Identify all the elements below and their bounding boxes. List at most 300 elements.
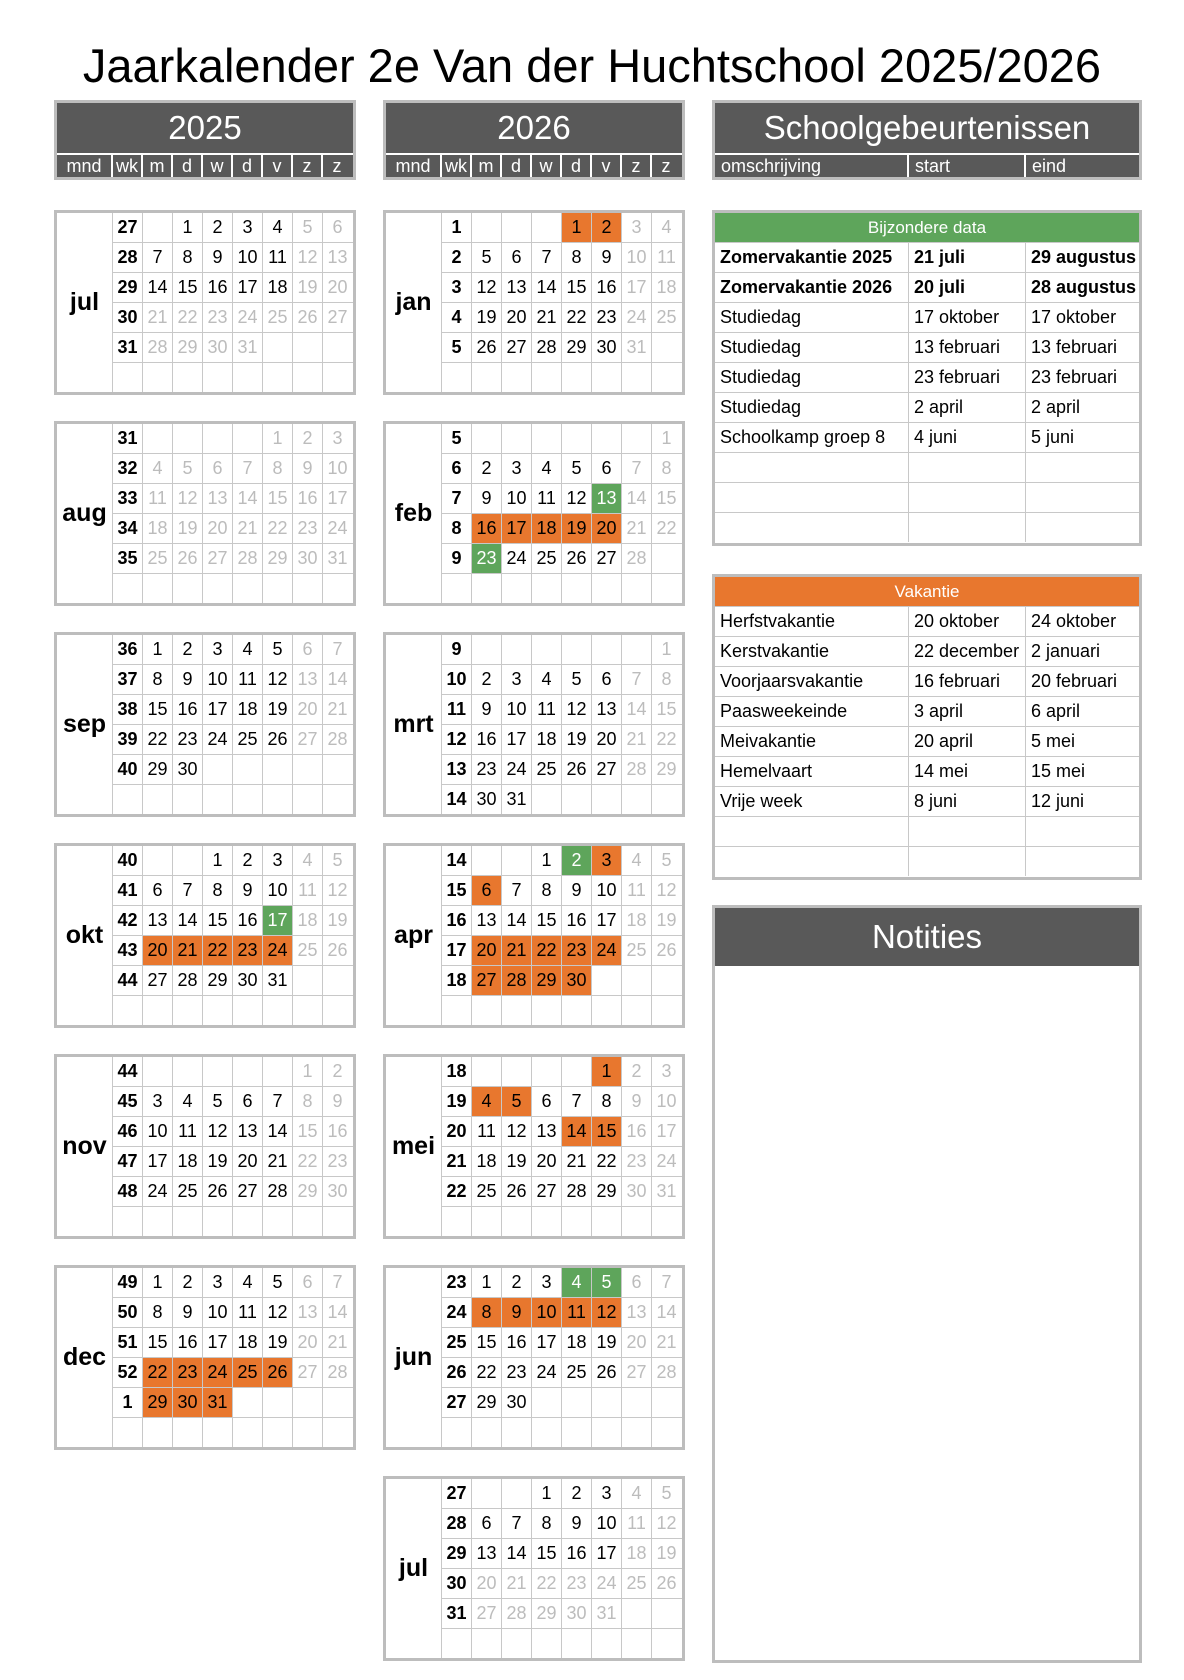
day-cell: 14 xyxy=(622,695,652,724)
day-cell xyxy=(143,1057,173,1086)
day-cell xyxy=(592,574,622,603)
event-description: Studiedag xyxy=(715,393,909,422)
day-cell: 2 xyxy=(502,1268,532,1297)
week-number: 6 xyxy=(442,454,472,483)
day-cell: 6 xyxy=(143,876,173,905)
day-cell: 25 xyxy=(532,755,562,784)
day-cell: 21 xyxy=(656,1332,677,1352)
week-row xyxy=(442,1629,682,1659)
day-cell xyxy=(502,1479,532,1508)
week-number: 44 xyxy=(113,1057,143,1086)
month-name: feb xyxy=(386,424,442,603)
day-cell: 6 xyxy=(293,1268,323,1297)
week-row xyxy=(442,1147,682,1177)
day-cell: 28 xyxy=(233,544,263,573)
col-header: z xyxy=(293,155,323,177)
week-row xyxy=(113,936,353,966)
day-cell: 6 xyxy=(622,1268,652,1297)
day-cell: 20 xyxy=(532,1147,562,1176)
day-cell xyxy=(622,1418,652,1447)
day-cell xyxy=(173,1057,203,1086)
week-number: 17 xyxy=(442,936,472,965)
week-row xyxy=(113,1207,353,1237)
day-cell: 16 xyxy=(233,906,263,935)
week-number xyxy=(113,1207,143,1236)
event-description xyxy=(715,847,909,876)
day-cell: 1 xyxy=(143,1268,173,1297)
day-cell: 23 xyxy=(472,755,502,784)
day-cell: 17 xyxy=(502,725,532,754)
week-row xyxy=(113,1268,353,1298)
event-end: 6 april xyxy=(1031,701,1081,721)
day-cell: 25 xyxy=(233,725,263,754)
week-row xyxy=(442,1298,682,1328)
day-cell xyxy=(592,1207,622,1236)
day-cell xyxy=(263,1057,293,1086)
day-cell: 17 xyxy=(592,906,622,935)
week-row xyxy=(442,695,682,725)
day-cell: 23 xyxy=(173,725,203,754)
event-row xyxy=(715,393,1139,423)
week-number: 13 xyxy=(442,755,472,784)
day-cell: 21 xyxy=(622,725,652,754)
week-row xyxy=(113,303,353,333)
event-start xyxy=(909,513,1026,542)
week-number: 5 xyxy=(442,424,472,453)
day-cell: 7 xyxy=(661,1272,672,1292)
week-number: 18 xyxy=(442,1057,472,1086)
day-cell xyxy=(562,1418,592,1447)
notes-title: Notities xyxy=(715,908,1139,966)
day-cell xyxy=(502,424,532,453)
day-cell xyxy=(143,363,173,392)
day-cell xyxy=(203,1207,233,1236)
day-cell: 18 xyxy=(173,1147,203,1176)
day-cell: 19 xyxy=(592,1328,622,1357)
day-cell: 5 xyxy=(502,1087,532,1116)
event-description xyxy=(715,483,909,512)
event-start: 20 oktober xyxy=(909,607,1026,636)
day-cell: 2 xyxy=(173,635,203,664)
day-cell: 7 xyxy=(263,1087,293,1116)
week-row xyxy=(113,876,353,906)
week-row xyxy=(113,213,353,243)
day-cell: 12 xyxy=(656,880,677,900)
day-cell: 5 xyxy=(203,1087,233,1116)
event-start: 13 februari xyxy=(909,333,1026,362)
day-cell: 31 xyxy=(622,333,652,362)
day-cell: 29 xyxy=(592,1177,622,1206)
day-cell xyxy=(233,424,263,453)
week-number: 19 xyxy=(442,1087,472,1116)
col-start: start xyxy=(909,155,1026,177)
day-cell xyxy=(622,966,652,995)
week-row xyxy=(442,213,682,243)
day-cell: 29 xyxy=(472,1388,502,1417)
week-row xyxy=(113,514,353,544)
day-cell: 4 xyxy=(143,454,173,483)
event-start: 20 april xyxy=(909,727,1026,756)
day-cell: 4 xyxy=(622,1479,652,1508)
day-cell: 24 xyxy=(327,518,348,538)
day-cell xyxy=(652,1207,681,1236)
day-cell: 9 xyxy=(502,1298,532,1327)
day-cell: 30 xyxy=(502,1388,532,1417)
month-name: apr xyxy=(386,846,442,1025)
day-cell: 5 xyxy=(562,454,592,483)
day-cell xyxy=(592,635,622,664)
day-cell xyxy=(203,1057,233,1086)
day-cell: 10 xyxy=(502,484,532,513)
week-row xyxy=(442,333,682,363)
day-cell: 6 xyxy=(233,1087,263,1116)
day-cell: 25 xyxy=(173,1177,203,1206)
day-cell xyxy=(323,755,352,784)
day-cell: 11 xyxy=(532,484,562,513)
event-row xyxy=(715,787,1139,817)
day-cell: 9 xyxy=(293,454,323,483)
event-end: 20 februari xyxy=(1031,671,1118,691)
day-cell: 11 xyxy=(562,1298,592,1327)
day-cell: 31 xyxy=(502,785,532,814)
week-number xyxy=(113,1418,143,1447)
week-number: 35 xyxy=(113,544,143,573)
day-cell: 14 xyxy=(656,1302,677,1322)
day-cell: 9 xyxy=(472,484,502,513)
week-row xyxy=(442,273,682,303)
header-2025 xyxy=(54,100,356,180)
day-cell: 15 xyxy=(293,1117,323,1146)
event-end: 23 februari xyxy=(1031,367,1118,387)
day-cell: 12 xyxy=(327,880,348,900)
day-cell: 2 xyxy=(592,213,622,242)
day-cell: 6 xyxy=(502,243,532,272)
day-cell xyxy=(622,1388,652,1417)
day-cell: 18 xyxy=(293,906,323,935)
week-row xyxy=(113,1117,353,1147)
event-start xyxy=(909,483,1026,512)
day-cell: 11 xyxy=(622,1509,652,1538)
day-cell: 24 xyxy=(592,1569,622,1598)
day-cell: 25 xyxy=(656,307,677,327)
day-cell: 25 xyxy=(562,1358,592,1387)
day-cell: 7 xyxy=(173,876,203,905)
week-row xyxy=(442,1539,682,1569)
day-cell: 13 xyxy=(203,484,233,513)
week-number: 49 xyxy=(113,1268,143,1297)
day-cell xyxy=(532,785,562,814)
week-number: 40 xyxy=(113,755,143,784)
day-cell: 30 xyxy=(592,333,622,362)
day-cell: 18 xyxy=(562,1328,592,1357)
event-start: 3 april xyxy=(909,697,1026,726)
day-cell xyxy=(502,1629,532,1658)
event-start: 22 december xyxy=(909,637,1026,666)
day-cell: 22 xyxy=(562,303,592,332)
week-row xyxy=(442,785,682,815)
day-cell xyxy=(293,1388,323,1417)
day-cell xyxy=(472,1418,502,1447)
day-cell: 15 xyxy=(532,1539,562,1568)
day-cell: 13 xyxy=(293,1298,323,1327)
col-header: z xyxy=(332,156,342,176)
week-row xyxy=(442,996,682,1026)
week-row xyxy=(113,544,353,574)
vakantie-title: Vakantie xyxy=(715,577,1139,607)
day-cell: 22 xyxy=(472,1358,502,1387)
day-cell: 21 xyxy=(143,303,173,332)
week-number: 40 xyxy=(113,846,143,875)
day-cell xyxy=(472,846,502,875)
day-cell xyxy=(233,363,263,392)
day-cell: 4 xyxy=(532,665,562,694)
week-number: 37 xyxy=(113,665,143,694)
day-cell: 17 xyxy=(143,1147,173,1176)
day-cell xyxy=(592,424,622,453)
day-cell: 27 xyxy=(293,725,323,754)
day-cell: 28 xyxy=(562,1177,592,1206)
day-cell: 16 xyxy=(293,484,323,513)
day-cell: 1 xyxy=(263,424,293,453)
event-start: 20 juli xyxy=(909,273,1026,302)
week-number: 21 xyxy=(442,1147,472,1176)
day-cell: 13 xyxy=(293,665,323,694)
day-cell: 3 xyxy=(233,213,263,242)
week-row xyxy=(442,514,682,544)
week-row xyxy=(442,846,682,876)
week-number: 27 xyxy=(442,1479,472,1508)
day-cell xyxy=(472,213,502,242)
day-cell: 17 xyxy=(532,1328,562,1357)
week-row xyxy=(442,1358,682,1388)
event-end: 5 juni xyxy=(1031,427,1075,447)
event-row xyxy=(715,757,1139,787)
day-cell xyxy=(472,1479,502,1508)
day-cell: 10 xyxy=(592,1509,622,1538)
day-cell xyxy=(502,574,532,603)
event-start: 16 februari xyxy=(909,667,1026,696)
day-cell: 31 xyxy=(656,1181,677,1201)
day-cell: 21 xyxy=(502,936,532,965)
week-number: 24 xyxy=(442,1298,472,1327)
event-row xyxy=(715,727,1139,757)
day-cell xyxy=(263,1388,293,1417)
day-cell: 30 xyxy=(173,755,203,784)
day-cell: 7 xyxy=(233,454,263,483)
week-row xyxy=(113,635,353,665)
day-cell: 9 xyxy=(562,1509,592,1538)
day-cell xyxy=(233,1418,263,1447)
day-cell: 5 xyxy=(562,665,592,694)
day-cell: 27 xyxy=(622,1358,652,1387)
week-row xyxy=(442,876,682,906)
day-cell xyxy=(592,1418,622,1447)
month-block-dec xyxy=(54,1265,356,1450)
month-name: aug xyxy=(57,424,113,603)
day-cell xyxy=(293,755,323,784)
day-cell: 30 xyxy=(622,1177,652,1206)
day-cell: 30 xyxy=(203,333,233,362)
day-cell: 1 xyxy=(472,1268,502,1297)
day-cell: 21 xyxy=(233,514,263,543)
day-cell: 28 xyxy=(532,333,562,362)
day-cell: 27 xyxy=(592,544,622,573)
day-cell: 5 xyxy=(173,454,203,483)
week-row xyxy=(442,1388,682,1418)
week-row xyxy=(442,1599,682,1629)
event-end: 15 mei xyxy=(1031,761,1086,781)
day-cell: 15 xyxy=(472,1328,502,1357)
month-name: okt xyxy=(57,846,113,1025)
day-cell xyxy=(562,1057,592,1086)
day-cell: 4 xyxy=(622,846,652,875)
day-cell: 29 xyxy=(562,333,592,362)
day-cell: 31 xyxy=(327,548,348,568)
day-cell: 16 xyxy=(472,725,502,754)
day-cell: 13 xyxy=(472,1539,502,1568)
day-cell: 8 xyxy=(173,243,203,272)
day-cell: 30 xyxy=(562,1599,592,1628)
school-events-title: Schoolgebeurtenissen xyxy=(715,103,1139,153)
day-cell xyxy=(323,996,352,1025)
week-number: 30 xyxy=(442,1569,472,1598)
day-cell: 24 xyxy=(203,1358,233,1387)
day-cell xyxy=(323,574,352,603)
day-cell: 21 xyxy=(532,303,562,332)
day-cell: 7 xyxy=(502,1509,532,1538)
day-cell xyxy=(622,1629,652,1658)
week-row xyxy=(442,1418,682,1448)
day-cell: 30 xyxy=(327,1181,348,1201)
event-start: 14 mei xyxy=(909,757,1026,786)
day-cell: 15 xyxy=(143,1328,173,1357)
day-cell: 14 xyxy=(327,669,348,689)
week-row xyxy=(442,1057,682,1087)
day-cell: 2 xyxy=(622,1057,652,1086)
day-cell: 9 xyxy=(622,1087,652,1116)
event-start: 8 juni xyxy=(909,787,1026,816)
day-cell: 19 xyxy=(173,514,203,543)
day-cell: 12 xyxy=(562,695,592,724)
day-cell: 10 xyxy=(203,665,233,694)
day-cell: 3 xyxy=(203,1268,233,1297)
col-header: wk xyxy=(113,155,143,177)
day-cell: 20 xyxy=(472,936,502,965)
col-header: m xyxy=(143,155,173,177)
day-cell: 22 xyxy=(656,518,677,538)
day-cell xyxy=(532,1057,562,1086)
day-cell: 4 xyxy=(472,1087,502,1116)
week-number: 11 xyxy=(442,695,472,724)
week-row xyxy=(442,243,682,273)
day-cell: 20 xyxy=(622,1328,652,1357)
day-cell: 30 xyxy=(233,966,263,995)
day-cell: 21 xyxy=(327,1332,348,1352)
day-cell: 4 xyxy=(562,1268,592,1297)
week-row xyxy=(442,906,682,936)
day-cell: 20 xyxy=(592,514,622,543)
event-row xyxy=(715,697,1139,727)
day-cell: 8 xyxy=(661,458,672,478)
day-cell: 12 xyxy=(592,1298,622,1327)
notes-panel[interactable] xyxy=(712,905,1142,1663)
day-cell: 5 xyxy=(472,243,502,272)
day-cell xyxy=(173,363,203,392)
day-cell xyxy=(323,333,352,362)
day-cell: 3 xyxy=(502,665,532,694)
day-cell xyxy=(562,785,592,814)
day-cell: 10 xyxy=(263,876,293,905)
col-omschrijving: omschrijving xyxy=(715,155,909,177)
day-cell: 19 xyxy=(656,1543,677,1563)
week-row xyxy=(113,363,353,393)
day-cell xyxy=(532,424,562,453)
week-number: 46 xyxy=(113,1117,143,1146)
day-cell: 12 xyxy=(656,1513,677,1533)
day-cell: 9 xyxy=(173,1298,203,1327)
day-cell: 13 xyxy=(233,1117,263,1146)
week-row xyxy=(442,454,682,484)
day-cell: 19 xyxy=(293,273,323,302)
day-cell: 9 xyxy=(562,876,592,905)
week-row xyxy=(442,1509,682,1539)
day-cell: 13 xyxy=(143,906,173,935)
event-row xyxy=(715,423,1139,453)
day-cell: 15 xyxy=(592,1117,622,1146)
week-number xyxy=(442,1207,472,1236)
event-description: Schoolkamp groep 8 xyxy=(715,423,909,452)
day-cell xyxy=(532,363,562,392)
day-cell xyxy=(143,1207,173,1236)
week-number: 10 xyxy=(442,665,472,694)
day-cell: 3 xyxy=(622,213,652,242)
week-number xyxy=(442,996,472,1025)
day-cell: 28 xyxy=(656,1362,677,1382)
day-cell: 7 xyxy=(502,876,532,905)
day-cell xyxy=(143,574,173,603)
day-cell: 6 xyxy=(472,876,502,905)
day-cell: 2 xyxy=(233,846,263,875)
week-row xyxy=(442,574,682,604)
week-number: 29 xyxy=(113,273,143,302)
day-cell: 4 xyxy=(263,213,293,242)
day-cell: 23 xyxy=(622,1147,652,1176)
event-description: Vrije week xyxy=(715,787,909,816)
day-cell: 30 xyxy=(173,1388,203,1417)
month-block-sep xyxy=(54,632,356,817)
day-cell: 14 xyxy=(143,273,173,302)
week-row xyxy=(113,273,353,303)
event-end xyxy=(1026,513,1139,542)
day-cell xyxy=(263,363,293,392)
day-cell: 19 xyxy=(472,303,502,332)
day-cell: 19 xyxy=(562,725,592,754)
day-cell xyxy=(562,574,592,603)
event-end xyxy=(1026,847,1139,876)
day-cell xyxy=(502,363,532,392)
week-row xyxy=(113,1328,353,1358)
day-cell xyxy=(472,996,502,1025)
col-header: d xyxy=(233,155,263,177)
day-cell: 8 xyxy=(143,665,173,694)
day-cell xyxy=(143,785,173,814)
day-cell: 19 xyxy=(263,1328,293,1357)
week-row xyxy=(113,695,353,725)
month-block-okt xyxy=(54,843,356,1028)
week-number: 31 xyxy=(113,424,143,453)
day-cell xyxy=(233,1388,263,1417)
vakantie-table xyxy=(712,574,1142,880)
